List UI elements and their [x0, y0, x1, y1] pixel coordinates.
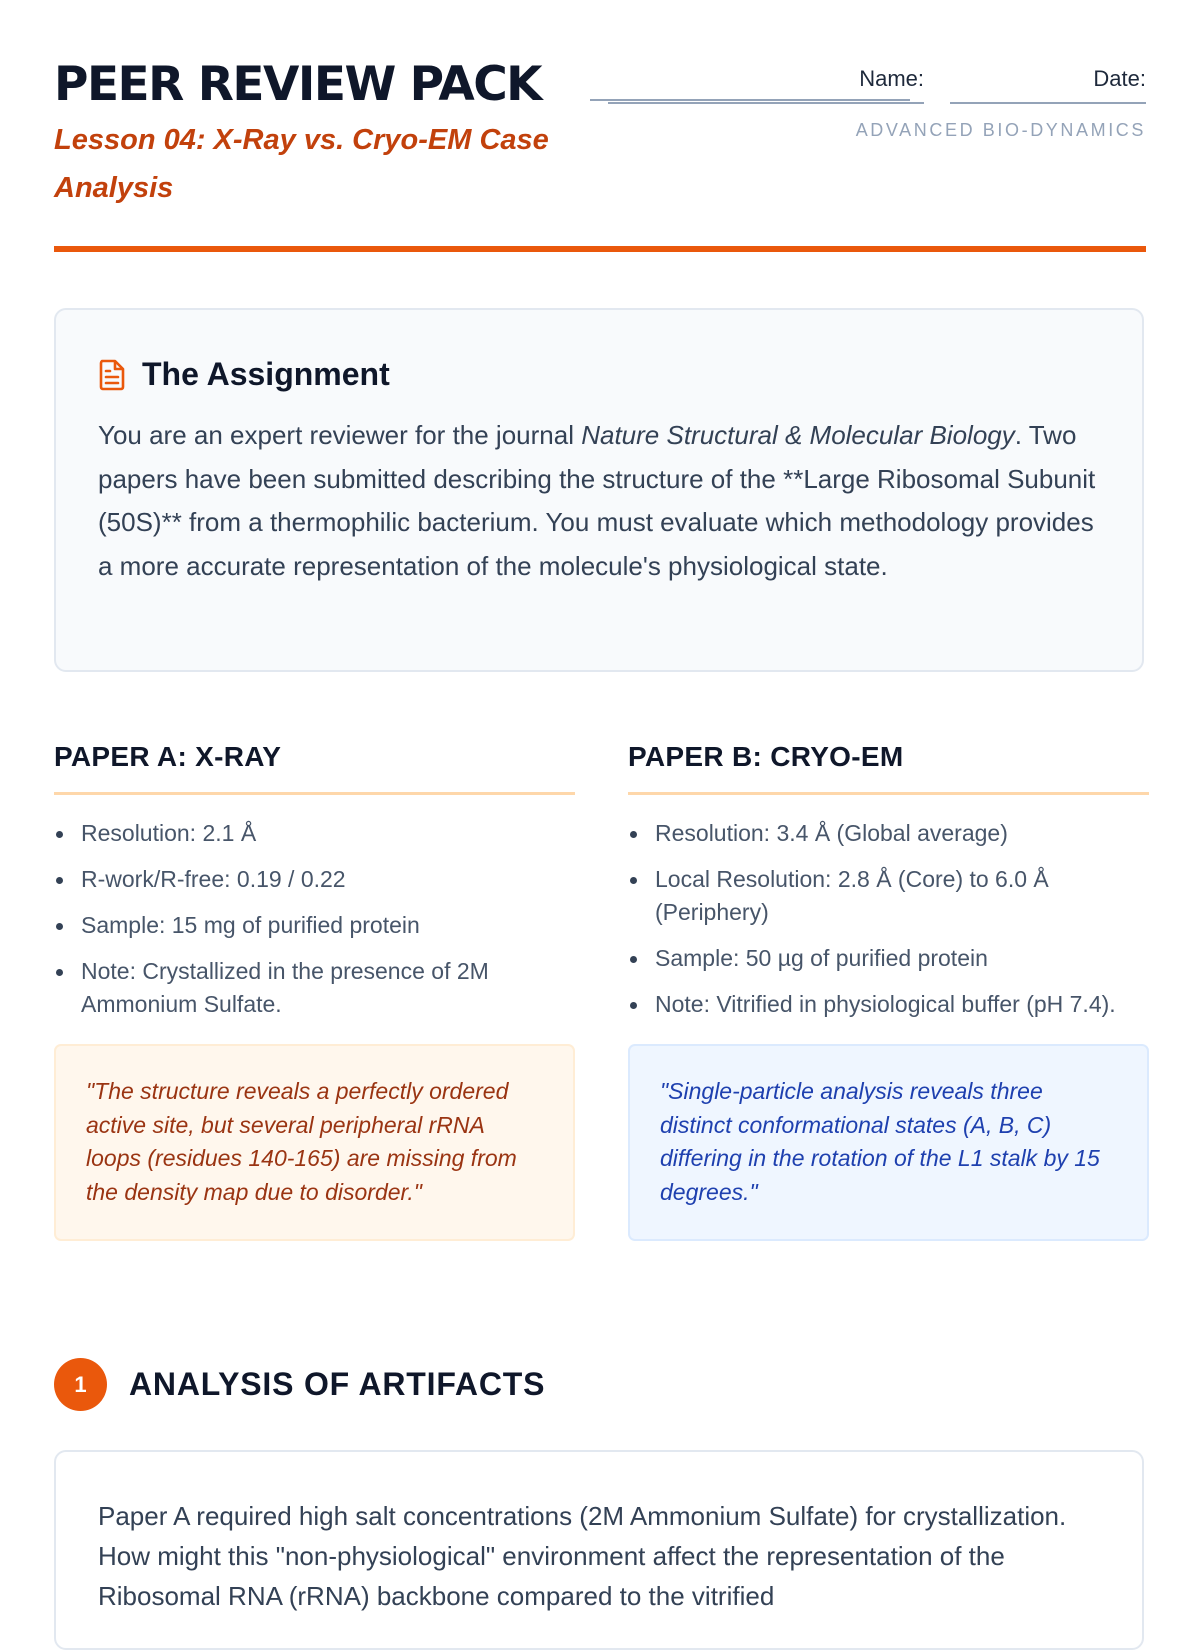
name-label: Name:: [859, 66, 924, 91]
date-field[interactable]: [950, 60, 1146, 104]
list-item: Note: Vitrified in physiological buffer (pH 7.4).: [628, 988, 1149, 1021]
list-item: R-work/R-free: 0.19 / 0.22: [54, 863, 575, 896]
list-item: Sample: 15 mg of purified protein: [54, 909, 575, 942]
assignment-title: The Assignment: [142, 356, 390, 392]
name-field[interactable]: [608, 60, 924, 104]
paper-a-column: [54, 740, 575, 1241]
assignment-heading: [98, 356, 390, 393]
section-1-title: ANALYSIS OF ARTIFACTS: [129, 1366, 546, 1402]
paper-a-specs: [54, 817, 575, 1021]
paper-a-quote: "The structure reveals a perfectly ordered active site, but several peripheral rRNA loops (residues 140-165) are missing from the density map due to disorder.": [54, 1044, 575, 1241]
step-number-badge: 1: [54, 1358, 107, 1411]
question-text: Paper A required high salt concentrations (2M Ammonium Sulfate) for crystallization. How might this "non-physiological" environment affect the representation of the Ribosomal RNA (rRNA) backbone compared to the vitrified: [98, 1501, 1067, 1611]
paper-b-column: [628, 740, 1149, 1241]
header-divider: [54, 246, 1146, 252]
list-item: Local Resolution: 2.8 Å (Core) to 6.0 Å (Periphery): [628, 863, 1149, 929]
student-meta: [586, 60, 1146, 140]
list-item: Note: Crystallized in the presence of 2M Ammonium Sulfate.: [54, 955, 575, 1021]
assignment-text-intro: You are an expert reviewer for the journal: [98, 420, 582, 450]
list-item: Resolution: 3.4 Å (Global average): [628, 817, 1149, 850]
paper-b-specs: [628, 817, 1149, 1021]
assignment-text: [98, 414, 1108, 588]
header: [54, 56, 1146, 256]
document-icon: [98, 359, 126, 391]
organization-label: ADVANCED BIO-DYNAMICS: [855, 120, 1146, 140]
section-1-heading: [54, 1358, 545, 1411]
paper-b-title: PAPER B: CRYO-EM: [628, 740, 1149, 795]
list-item: Resolution: 2.1 Å: [54, 817, 575, 850]
paper-b-quote: "Single-particle analysis reveals three distinct conformational states (A, B, C) differing in the rotation of the L1 stalk by 15 degrees.": [628, 1044, 1149, 1241]
paper-a-title: PAPER A: X-RAY: [54, 740, 575, 795]
lesson-subtitle: Lesson 04: X-Ray vs. Cryo-EM Case Analysis: [54, 124, 549, 204]
journal-name: Nature Structural & Molecular Biology: [581, 420, 1015, 450]
assignment-card: [54, 308, 1144, 672]
assignment-text-rest: . Two papers have been submitted describing the structure of the **Large Ribosomal Subunit (50S)** from a thermophilic bacterium. You must evaluate which methodology provides a more accurate representation of the molecule's physiological state.: [98, 420, 1096, 581]
date-label: Date:: [1093, 66, 1146, 91]
question-card: [54, 1450, 1144, 1650]
list-item: Sample: 50 µg of purified protein: [628, 942, 1149, 975]
page-title: PEER REVIEW PACK: [54, 57, 542, 112]
